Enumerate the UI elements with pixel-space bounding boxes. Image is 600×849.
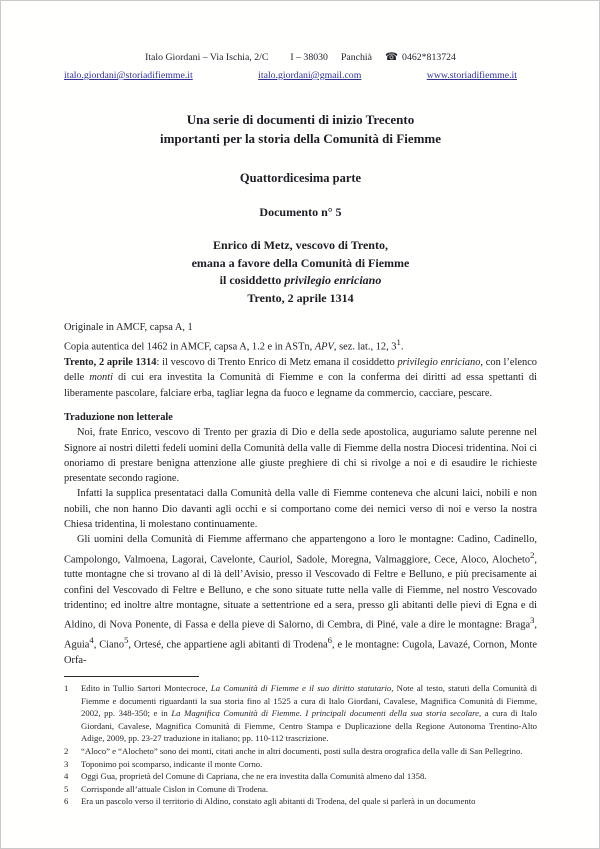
footnote-item <box>64 745 537 758</box>
footnote-number: 1 <box>64 683 69 694</box>
footnote-number: 2 <box>64 746 69 757</box>
footnote-text: Oggi Gua, proprietà del Comune di Capriana, che ne era investita dalla Comunità almeno dal 1358. <box>81 771 427 782</box>
footnote-item <box>64 770 537 783</box>
footnote-text: Era un pascolo verso il territorio di Aldino, constato agli abitanti di Trodena, del quale si parlerà in un documento <box>81 796 476 807</box>
footnote-text: Edito in Tullio Sartori Montecroce, La Comunità di Fiemme e il suo diritto statutario, Note al testo, statuti della Comunità di Fiemme e documenti riguardanti la sua storia fino al 1525 a cura di Italo Giordani, Cavalese, Magnifica Comunità di Fiemme, 2002, pp. 348-350; e in La Magnifica Comunità di Fiemme. I principali documenti della sua storia secolare, a cura di Italo Giordani, Cavalese, Magnifica Comunità di Fiemme, Centro Stampa e Duplicazione della Regione Autonoma Trentino-Alto Adige, 2009, pp. 23-27 traduzione in italiano; pp. 110-112 trascrizione. <box>81 683 538 744</box>
document-heading-line3: il cosiddetto privilegio enriciano <box>219 273 382 287</box>
translation-paragraph-3: Gli uomini della Comunità di Fiemme affermano che appartengono a loro le montagne: Cadino, Cadinello, Campolongo, Valmoena, Lagorai, Cavelonte, Cauriol, Sadole, Moregna, Valmaggiore, Cece, Aloco, Alocheto$^2$, tutte montagne che si trovano al di là dell’Avisio, presso il Vescovado di Feltre e Belluno, e più precisamente ai confini del Vescovado di Feltre e Belluno, e che sono situate tutte nella valle di Fiemme, nel nostro Vescovado tridentino; ed inoltre altre montagne, situate a settentrione ed a sera, presso gli abitanti delle pievi di Egna e di Aldino, di Nova Ponente, di Fassa e della pieve di Salorno, di Cembra, di Piné, vale a dire le montagne: Braga$^3$, Aguia$^4$, Ciano$^5$, Ortesé, che appartiene agli abitanti di Trodena$^6$, e le montagne: Cugola, Lavazé, Cornon, Monte Orfa- <box>64 534 537 666</box>
footnote-number: 5 <box>64 783 69 794</box>
source-original: Originale in AMCF, capsa A, 1 <box>64 322 193 333</box>
footnote-number: 3 <box>64 758 69 769</box>
footnote-item <box>64 758 537 771</box>
contact-phone-number: 0462*813724 <box>402 52 456 63</box>
footnotes-section <box>64 676 537 808</box>
source-copy: Copia autentica del 1462 in AMCF, capsa A, 1.2 e in ASTn, APV, sez. lat., 12, $3^1$. <box>64 337 404 353</box>
footnote-rule <box>64 676 199 677</box>
part-title: Quattordicesima parte <box>239 171 362 185</box>
source-block <box>64 320 537 401</box>
footnote-number: 4 <box>64 771 69 782</box>
translation-heading: Traduzione non letterale <box>64 411 173 423</box>
website-link[interactable]: www.storiadifiemme.it <box>426 70 517 81</box>
email-link-primary[interactable]: italo.giordani@storiadifiemme.it <box>64 70 193 81</box>
footnote-text: “Aloco” e “Alocheto” sono dei monti, citati anche in altri documenti, posti sulla destra orografica della valle di San Pellegrino. <box>81 746 523 757</box>
letterhead-links <box>64 70 537 81</box>
letterhead <box>64 51 537 63</box>
footnote-text: Toponimo poi scomparso, indicante il monte Corno. <box>81 758 263 769</box>
series-title <box>64 110 537 148</box>
series-title-line2: importanti per la storia della Comunità di Fiemme <box>159 131 442 146</box>
translation-paragraph-2: Infatti la supplica presentataci dalla Comunità della valle di Fiemme conteneva che alcuni laici, nobili e non nobili, che non hanno Dio davanti agli occhi e si comportano come dei nemici verso di noi e verso la nostra Chiesa tridentina, li molestano continuamente. <box>64 488 537 531</box>
contact-phone-group <box>385 51 456 63</box>
contact-name-address: Italo Giordani – Via Ischia, 2/C <box>145 52 269 63</box>
translation-paragraph-1: Noi, frate Enrico, vescovo di Trento per grazia di Dio e della sede apostolica, auguriamo salute perenne nel Signore ai nostri diletti fedeli uomini della Comunità della valle di Fiemme della nostra Diocesi tridentina. Noi ci onoriamo di prestare benigna attenzione alle giuste preghiere di chi si rivolge a noi e di esaudire le richieste presentate secondo ragione. <box>64 427 537 485</box>
series-title-line1: Una serie di documenti di inizio Trecento <box>186 112 415 127</box>
document-summary: Trento, 2 aprile 1314: il vescovo di Trento Enrico di Metz emana il cosiddetto privilegio enriciano, con l’elenco delle monti di cui era investita la Comunità di Fiemme e con la conferma dei diritti ad essa spettanti di liberamente pascolare, falciare erba, tagliar legna da fuoco e legname da commercio, cacciare, pescare. <box>64 357 538 399</box>
document-heading-line1: Enrico di Metz, vescovo di Trento, <box>213 238 388 252</box>
phone-icon: ☎ <box>384 52 399 63</box>
contact-country-postal: I – 38030 <box>290 52 328 63</box>
footnote-text: Corrisponde all’attuale Cislon in Comune di Trodena. <box>81 783 269 794</box>
footnote-item <box>64 682 537 745</box>
footnote-item <box>64 795 537 808</box>
contact-city: Panchià <box>340 52 372 63</box>
footnote-number: 6 <box>64 796 69 807</box>
footnote-item <box>64 783 537 796</box>
email-link-secondary[interactable]: italo.giordani@gmail.com <box>258 70 362 81</box>
document-heading-line2: emana a favore della Comunità di Fiemme <box>191 255 410 270</box>
document-heading-line4: Trento, 2 aprile 1314 <box>247 290 354 305</box>
document-heading <box>64 237 537 307</box>
document-number: Documento n° 5 <box>259 205 342 219</box>
